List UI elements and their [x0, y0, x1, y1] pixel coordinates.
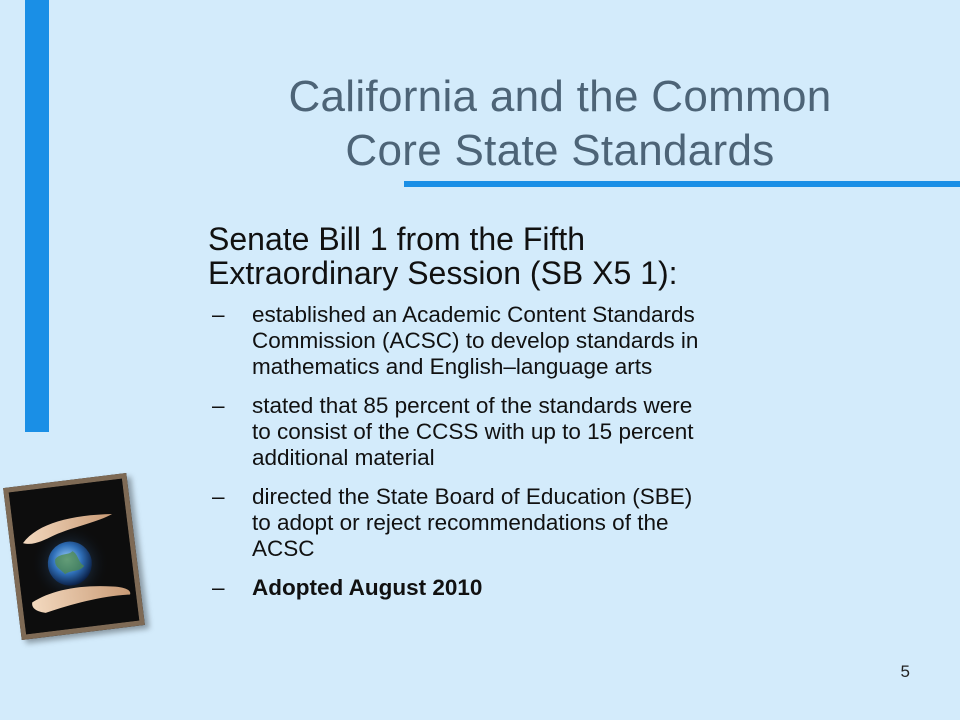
- dash-bullet-icon: –: [212, 575, 225, 600]
- bullet-list: [208, 302, 908, 601]
- bullet-item: [208, 484, 908, 562]
- page-number: 5: [900, 662, 910, 681]
- bullet-text: [252, 393, 908, 471]
- bullet-text-line: Adopted August 2010: [252, 575, 483, 600]
- hands-holding-globe-icon: [3, 473, 145, 640]
- bullet-text: [252, 484, 908, 562]
- bullet-text: [252, 302, 908, 380]
- bullet-text-line: Commission (ACSC) to develop standards in: [252, 328, 699, 353]
- bullet-text-line: additional material: [252, 445, 435, 470]
- bullet-text-line: ACSC: [252, 536, 315, 561]
- bullet-text-line: directed the State Board of Education (SBE): [252, 484, 693, 509]
- dash-bullet-icon: –: [212, 393, 225, 418]
- bullet-text-line: stated that 85 percent of the standards were: [252, 393, 693, 418]
- title-line-1: California and the Common: [288, 72, 832, 121]
- content-heading: [208, 222, 908, 290]
- bullet-item-adopted: [208, 575, 908, 601]
- bullet-text-line: to adopt or reject recommendations of the: [252, 510, 669, 535]
- bullet-text-line: mathematics and English–language arts: [252, 354, 653, 379]
- bullet-text: [252, 575, 908, 601]
- dash-bullet-icon: –: [212, 484, 225, 509]
- bullet-item: [208, 302, 908, 380]
- bullet-text-line: established an Academic Content Standards: [252, 302, 695, 327]
- slide-content: [208, 222, 908, 614]
- dash-bullet-icon: –: [212, 302, 225, 327]
- left-accent-bar: [25, 0, 49, 432]
- title-line-2: Core State Standards: [345, 126, 775, 175]
- bullet-text-line: to consist of the CCSS with up to 15 percent: [252, 419, 694, 444]
- bullet-item: [208, 393, 908, 471]
- heading-line-2: Extraordinary Session (SB X5 1):: [208, 255, 678, 291]
- slide-title: [200, 70, 920, 178]
- heading-line-1: Senate Bill 1 from the Fifth: [208, 221, 586, 257]
- title-underline-bar: [404, 181, 960, 187]
